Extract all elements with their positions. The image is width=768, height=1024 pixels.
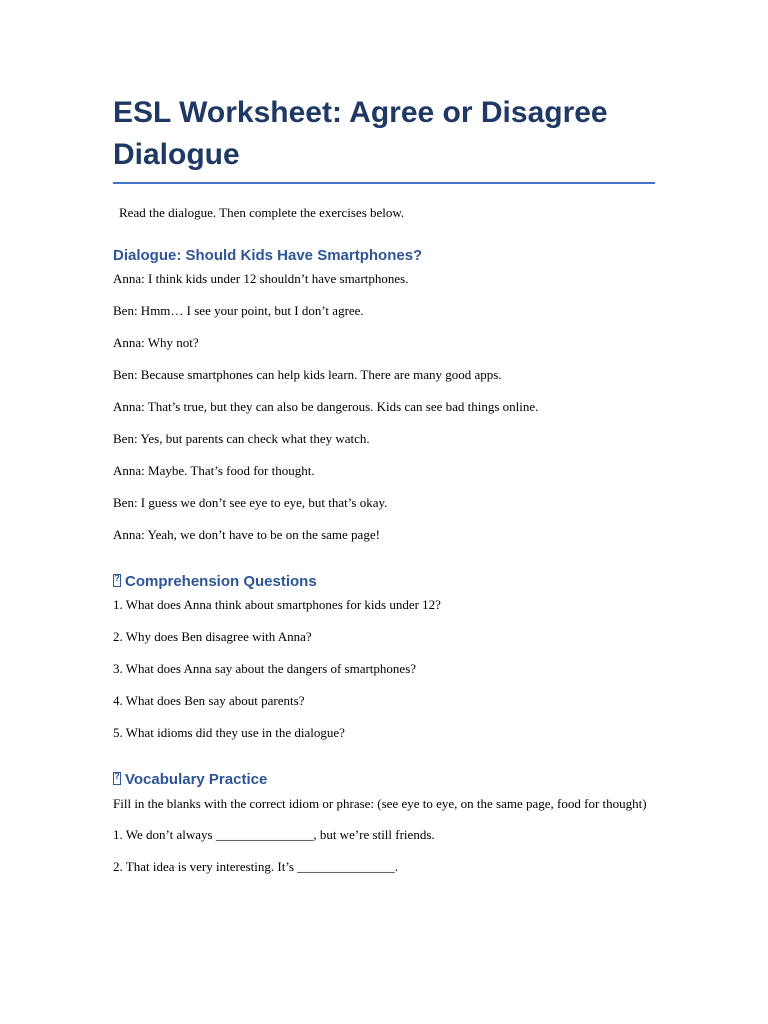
question-item: 5. What idioms did they use in the dialogue? [113,725,345,740]
fill-in-blank-item: 1. We don’t always _______________, but we’re still friends. [113,827,435,842]
dialogue-line: Ben: I guess we don’t see eye to eye, but that’s okay. [113,495,388,510]
missing-glyph-icon [113,772,121,785]
comprehension-heading [113,572,655,592]
intro-text: Read the dialogue. Then complete the exercises below. [119,205,405,220]
question-item: 2. Why does Ben disagree with Anna? [113,629,312,644]
dialogue-line: Anna: Maybe. That’s food for thought. [113,463,315,478]
dialogue-line: Anna: Why not? [113,335,199,350]
vocabulary-heading-text: Vocabulary Practice [125,771,268,788]
fill-in-blank-item: 2. That idea is very interesting. It’s _______________. [113,859,398,874]
vocabulary-section [113,770,655,876]
dialogue-section [113,246,655,544]
question-item: 4. What does Ben say about parents? [113,693,305,708]
missing-glyph-icon [113,574,121,587]
dialogue-line: Ben: Hmm… I see your point, but I don’t agree. [113,303,364,318]
comprehension-section [113,572,655,742]
dialogue-line: Anna: That’s true, but they can also be dangerous. Kids can see bad things online. [113,399,539,414]
dialogue-line: Anna: I think kids under 12 shouldn’t have smartphones. [113,271,409,286]
vocabulary-heading [113,770,655,790]
dialogue-heading: Dialogue: Should Kids Have Smartphones? [113,247,423,264]
page-title: ESL Worksheet: Agree or Disagree Dialogue [113,92,655,184]
comprehension-heading-text: Comprehension Questions [125,573,317,590]
vocabulary-instructions: Fill in the blanks with the correct idiom or phrase: (see eye to eye, on the same page, food for thought) [113,796,647,811]
dialogue-line: Ben: Yes, but parents can check what they watch. [113,431,370,446]
question-item: 3. What does Anna say about the dangers of smartphones? [113,661,417,676]
dialogue-line: Anna: Yeah, we don’t have to be on the same page! [113,527,380,542]
dialogue-line: Ben: Because smartphones can help kids learn. There are many good apps. [113,367,502,382]
worksheet-page [113,92,655,876]
question-item: 1. What does Anna think about smartphones for kids under 12? [113,597,441,612]
